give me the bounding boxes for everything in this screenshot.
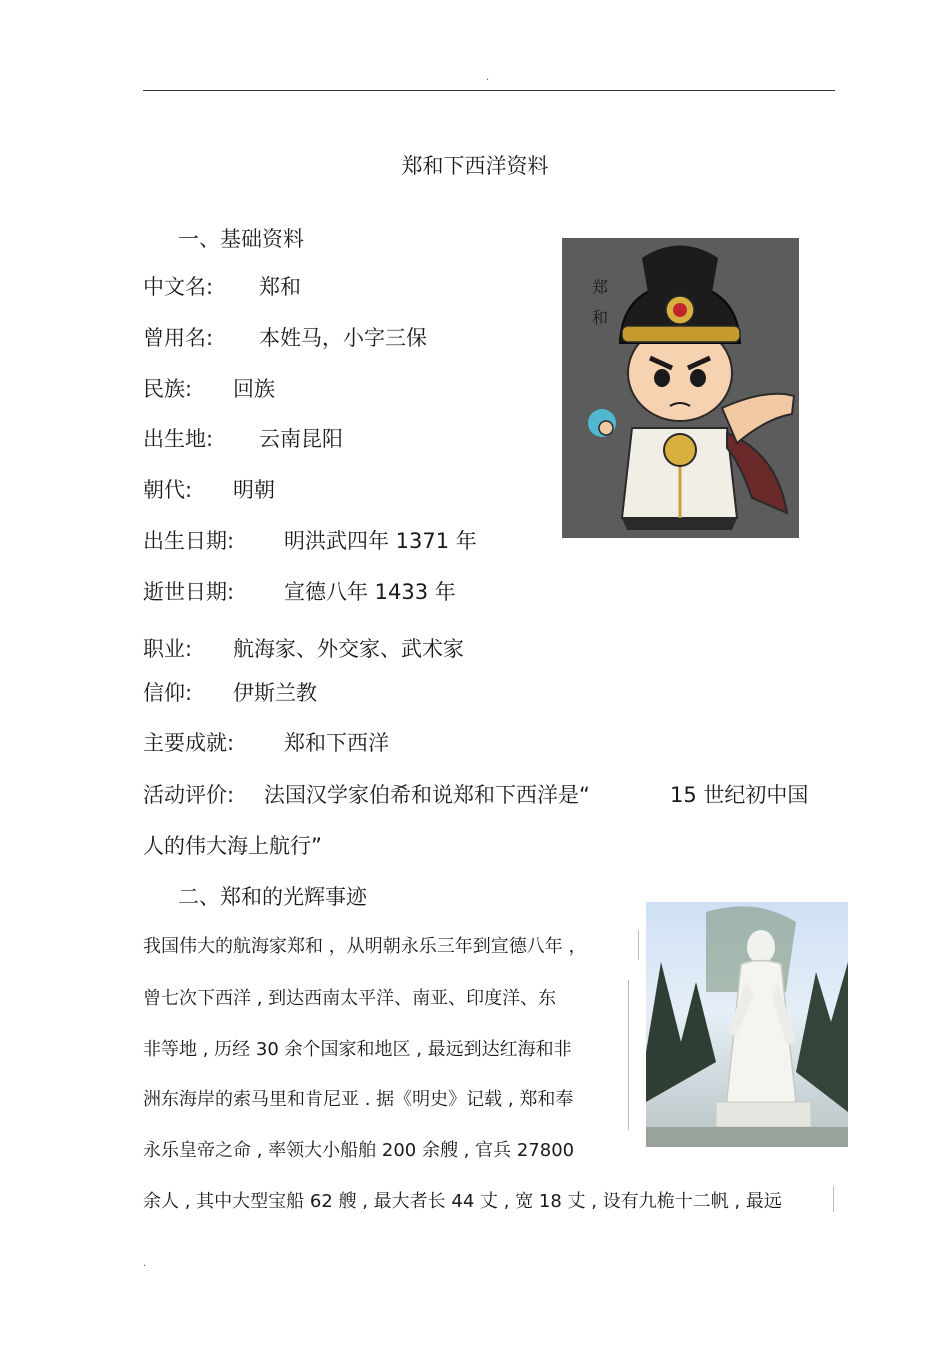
portrait-caption: 郑和 — [592, 278, 609, 327]
paragraph-line: 我国伟大的航海家郑和 ，从明朝永乐三年到宣德八年 ， — [143, 936, 587, 957]
info-value: 回族 — [233, 377, 275, 401]
info-label: 主要成就: — [143, 731, 235, 755]
paragraph-line: 洲东海岸的索马里和肯尼亚 . 据《明史》记载 , 郑和奉 — [143, 1089, 574, 1110]
header-marker: . — [486, 72, 490, 83]
info-label: 民族: — [143, 377, 193, 401]
section2-heading: 二、郑和的光辉事迹 — [178, 885, 367, 909]
info-label: 朝代: — [143, 478, 193, 502]
info-row-chinese-name — [143, 271, 301, 301]
paragraph-line: 非等地 , 历经 30 余个国家和地区 , 最远到达红海和非 — [143, 1039, 572, 1060]
info-value: 郑和 — [259, 275, 301, 299]
paragraph-line: 曾七次下西洋 , 到达西南太平洋、南亚、印度洋、东 — [143, 988, 557, 1009]
document-title: 郑和下西洋资料 — [401, 154, 549, 178]
evaluation-line-1 — [143, 779, 808, 809]
info-row-ethnicity — [143, 373, 275, 403]
zheng-he-statue-photo — [646, 902, 848, 1147]
info-row-birthplace — [143, 423, 343, 453]
statue-icon — [646, 902, 848, 1147]
info-label: 曾用名: — [143, 326, 214, 350]
info-row-death-date — [143, 576, 456, 606]
info-value: 航海家、外交家、武术家 — [233, 637, 464, 661]
info-row-achievement — [143, 727, 389, 757]
section1-heading: 一、基础资料 — [178, 227, 304, 251]
info-value: 郑和下西洋 — [284, 731, 389, 755]
info-value: 云南昆阳 — [259, 427, 343, 451]
text-wrap-guide — [628, 980, 629, 1130]
info-label: 出生日期: — [143, 529, 235, 553]
info-label: 中文名: — [143, 275, 214, 299]
info-row-occupation — [143, 633, 464, 663]
info-value: 明洪武四年 1371 年 — [284, 529, 477, 553]
text-wrap-guide — [833, 1186, 834, 1212]
info-label: 职业: — [143, 637, 193, 661]
info-row-religion — [143, 677, 317, 707]
header-rule — [143, 90, 835, 91]
info-value: 伊斯兰教 — [233, 681, 317, 705]
info-label: 出生地: — [143, 427, 214, 451]
info-value: 明朝 — [233, 478, 275, 502]
evaluation-text: 法国汉学家伯希和说郑和下西洋是“ — [264, 783, 590, 807]
evaluation-text-end: 15 世纪初中国 — [670, 783, 809, 807]
zheng-he-portrait-image — [562, 238, 799, 538]
paragraph-line: 余人 , 其中大型宝船 62 艘 , 最大者长 44 丈 , 宽 18 丈 , 设有九桅十二帆 , 最远 — [143, 1191, 782, 1212]
evaluation-line-2: 人的伟大海上航行” — [143, 834, 322, 858]
evaluation-label: 活动评价: — [143, 783, 235, 807]
paragraph-line: 永乐皇帝之命 , 率领大小船舶 200 余艘 , 官兵 27800 — [143, 1140, 575, 1161]
cartoon-figure-icon — [562, 238, 799, 538]
info-label: 信仰: — [143, 681, 193, 705]
info-value: 宣德八年 1433 年 — [284, 580, 456, 604]
footer-marker: . — [143, 1258, 147, 1269]
info-row-former-name — [143, 322, 427, 352]
info-label: 逝世日期: — [143, 580, 235, 604]
info-row-birth-date — [143, 525, 477, 555]
text-wrap-guide — [638, 930, 639, 960]
info-row-dynasty — [143, 474, 275, 504]
info-value: 本姓马，小字三保 — [259, 326, 427, 350]
